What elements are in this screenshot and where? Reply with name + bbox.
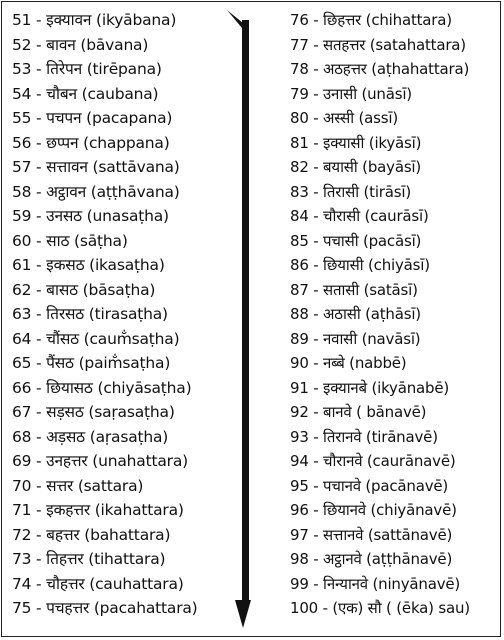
list-item: 83 - तिरासी (tirāsī) xyxy=(290,182,411,201)
list-item: 73 - तिहत्तर (tihattara) xyxy=(12,550,166,568)
list-item: 57 - सत्तावन (sattāvana) xyxy=(12,158,180,176)
list-item: 74 - चौहत्तर (cauhattara) xyxy=(12,574,184,593)
list-item: 93 - तिरानवे (tirānavē) xyxy=(290,427,438,446)
list-item: 61 - इकसठ (ikasaṭha) xyxy=(12,256,165,274)
list-item: 79 - उनासी (unāsī) xyxy=(290,84,412,103)
list-item: 63 - तिरसठ (tirasaṭha) xyxy=(12,305,168,323)
list-item: 97 - सत्तानवे (sattānavē) xyxy=(290,525,453,544)
list-item: 76 - छिहत्तर (chihattara) xyxy=(290,11,452,29)
list-item: 85 - पचासी (pacāsī) xyxy=(290,231,422,250)
list-item: 78 - अठहत्तर (aṭhahattara) xyxy=(290,60,470,78)
list-item: 70 - सत्तर (sattara) xyxy=(12,476,144,495)
list-item: 92 - बानवे ( bānavē) xyxy=(290,403,427,421)
list-item: 77 - सतहत्तर (satahattara) xyxy=(290,35,466,54)
list-item: 59 - उनसठ (unasaṭha) xyxy=(12,207,169,225)
list-item: 55 - पचपन (pacapana) xyxy=(12,109,173,127)
list-item: 69 - उनहत्तर (unahattara) xyxy=(12,452,188,470)
list-item: 88 - अठासी (aṭhāsī) xyxy=(290,305,421,323)
list-item: 80 - अस्सी (assī) xyxy=(290,109,398,127)
list-item: 81 - इक्यासी (ikyāsī) xyxy=(290,133,422,152)
list-item: 53 - तिरेपन (tirēpana) xyxy=(12,60,162,78)
list-item: 86 - छियासी (chiyāsī) xyxy=(290,256,430,274)
list-item: 62 - बासठ (bāsaṭha) xyxy=(12,280,156,299)
numbers-76-100-list xyxy=(290,8,470,621)
list-item: 66 - छियासठ (chiyāsaṭha) xyxy=(12,378,192,397)
list-item: 64 - चौंसठ (caum̐saṭha) xyxy=(12,329,180,348)
list-item: 98 - अट्ठानवे (aṭṭhānavē) xyxy=(290,550,453,568)
list-item: 67 - सड़सठ (saṛasaṭha) xyxy=(12,403,175,421)
list-item: 94 - चौरानवे (caurānavē) xyxy=(290,452,456,470)
list-item: 68 - अड़सठ (aṛasaṭha) xyxy=(12,427,169,446)
list-item: 87 - सतासी (satāsī) xyxy=(290,280,418,299)
list-item: 90 - नब्बे (nabbē) xyxy=(290,354,407,372)
list-item: 56 - छप्पन (chappana) xyxy=(12,133,170,152)
list-item: 75 - पचहत्तर (pacahattara) xyxy=(12,599,198,617)
list-item: 99 - निन्यानवे (ninyānavē) xyxy=(290,574,461,593)
numbers-51-75-list xyxy=(12,8,198,621)
list-item: 51 - इक्यावन (ikyābana) xyxy=(12,11,177,29)
list-item: 84 - चौरासी (caurāsī) xyxy=(290,207,429,225)
list-item: 95 - पचानवे (pacānavē) xyxy=(290,476,449,495)
list-item: 58 - अट्ठावन (aṭṭhāvana) xyxy=(12,182,180,201)
continuation-arrow-icon xyxy=(227,10,251,630)
list-item: 96 - छियानवे (chiyānavē) xyxy=(290,501,457,519)
list-item: 72 - बहत्तर (bahattara) xyxy=(12,525,171,544)
list-item: 71 - इकहत्तर (ikahattara) xyxy=(12,501,184,519)
list-item: 52 - बावन (bāvana) xyxy=(12,35,149,54)
list-item: 89 - नवासी (navāsī) xyxy=(290,329,421,348)
list-item: 91 - इक्यानबे (ikyānabē) xyxy=(290,378,450,397)
list-item: 100 - (एक) सौ ( (ēka) sau) xyxy=(290,599,470,617)
list-item: 65 - पैंसठ (paim̐saṭha) xyxy=(12,354,171,372)
list-item: 54 - चौबन (caubana) xyxy=(12,84,159,103)
list-item: 60 - साठ (sāṭha) xyxy=(12,231,128,250)
list-item: 82 - बयासी (bayāsī) xyxy=(290,158,422,176)
